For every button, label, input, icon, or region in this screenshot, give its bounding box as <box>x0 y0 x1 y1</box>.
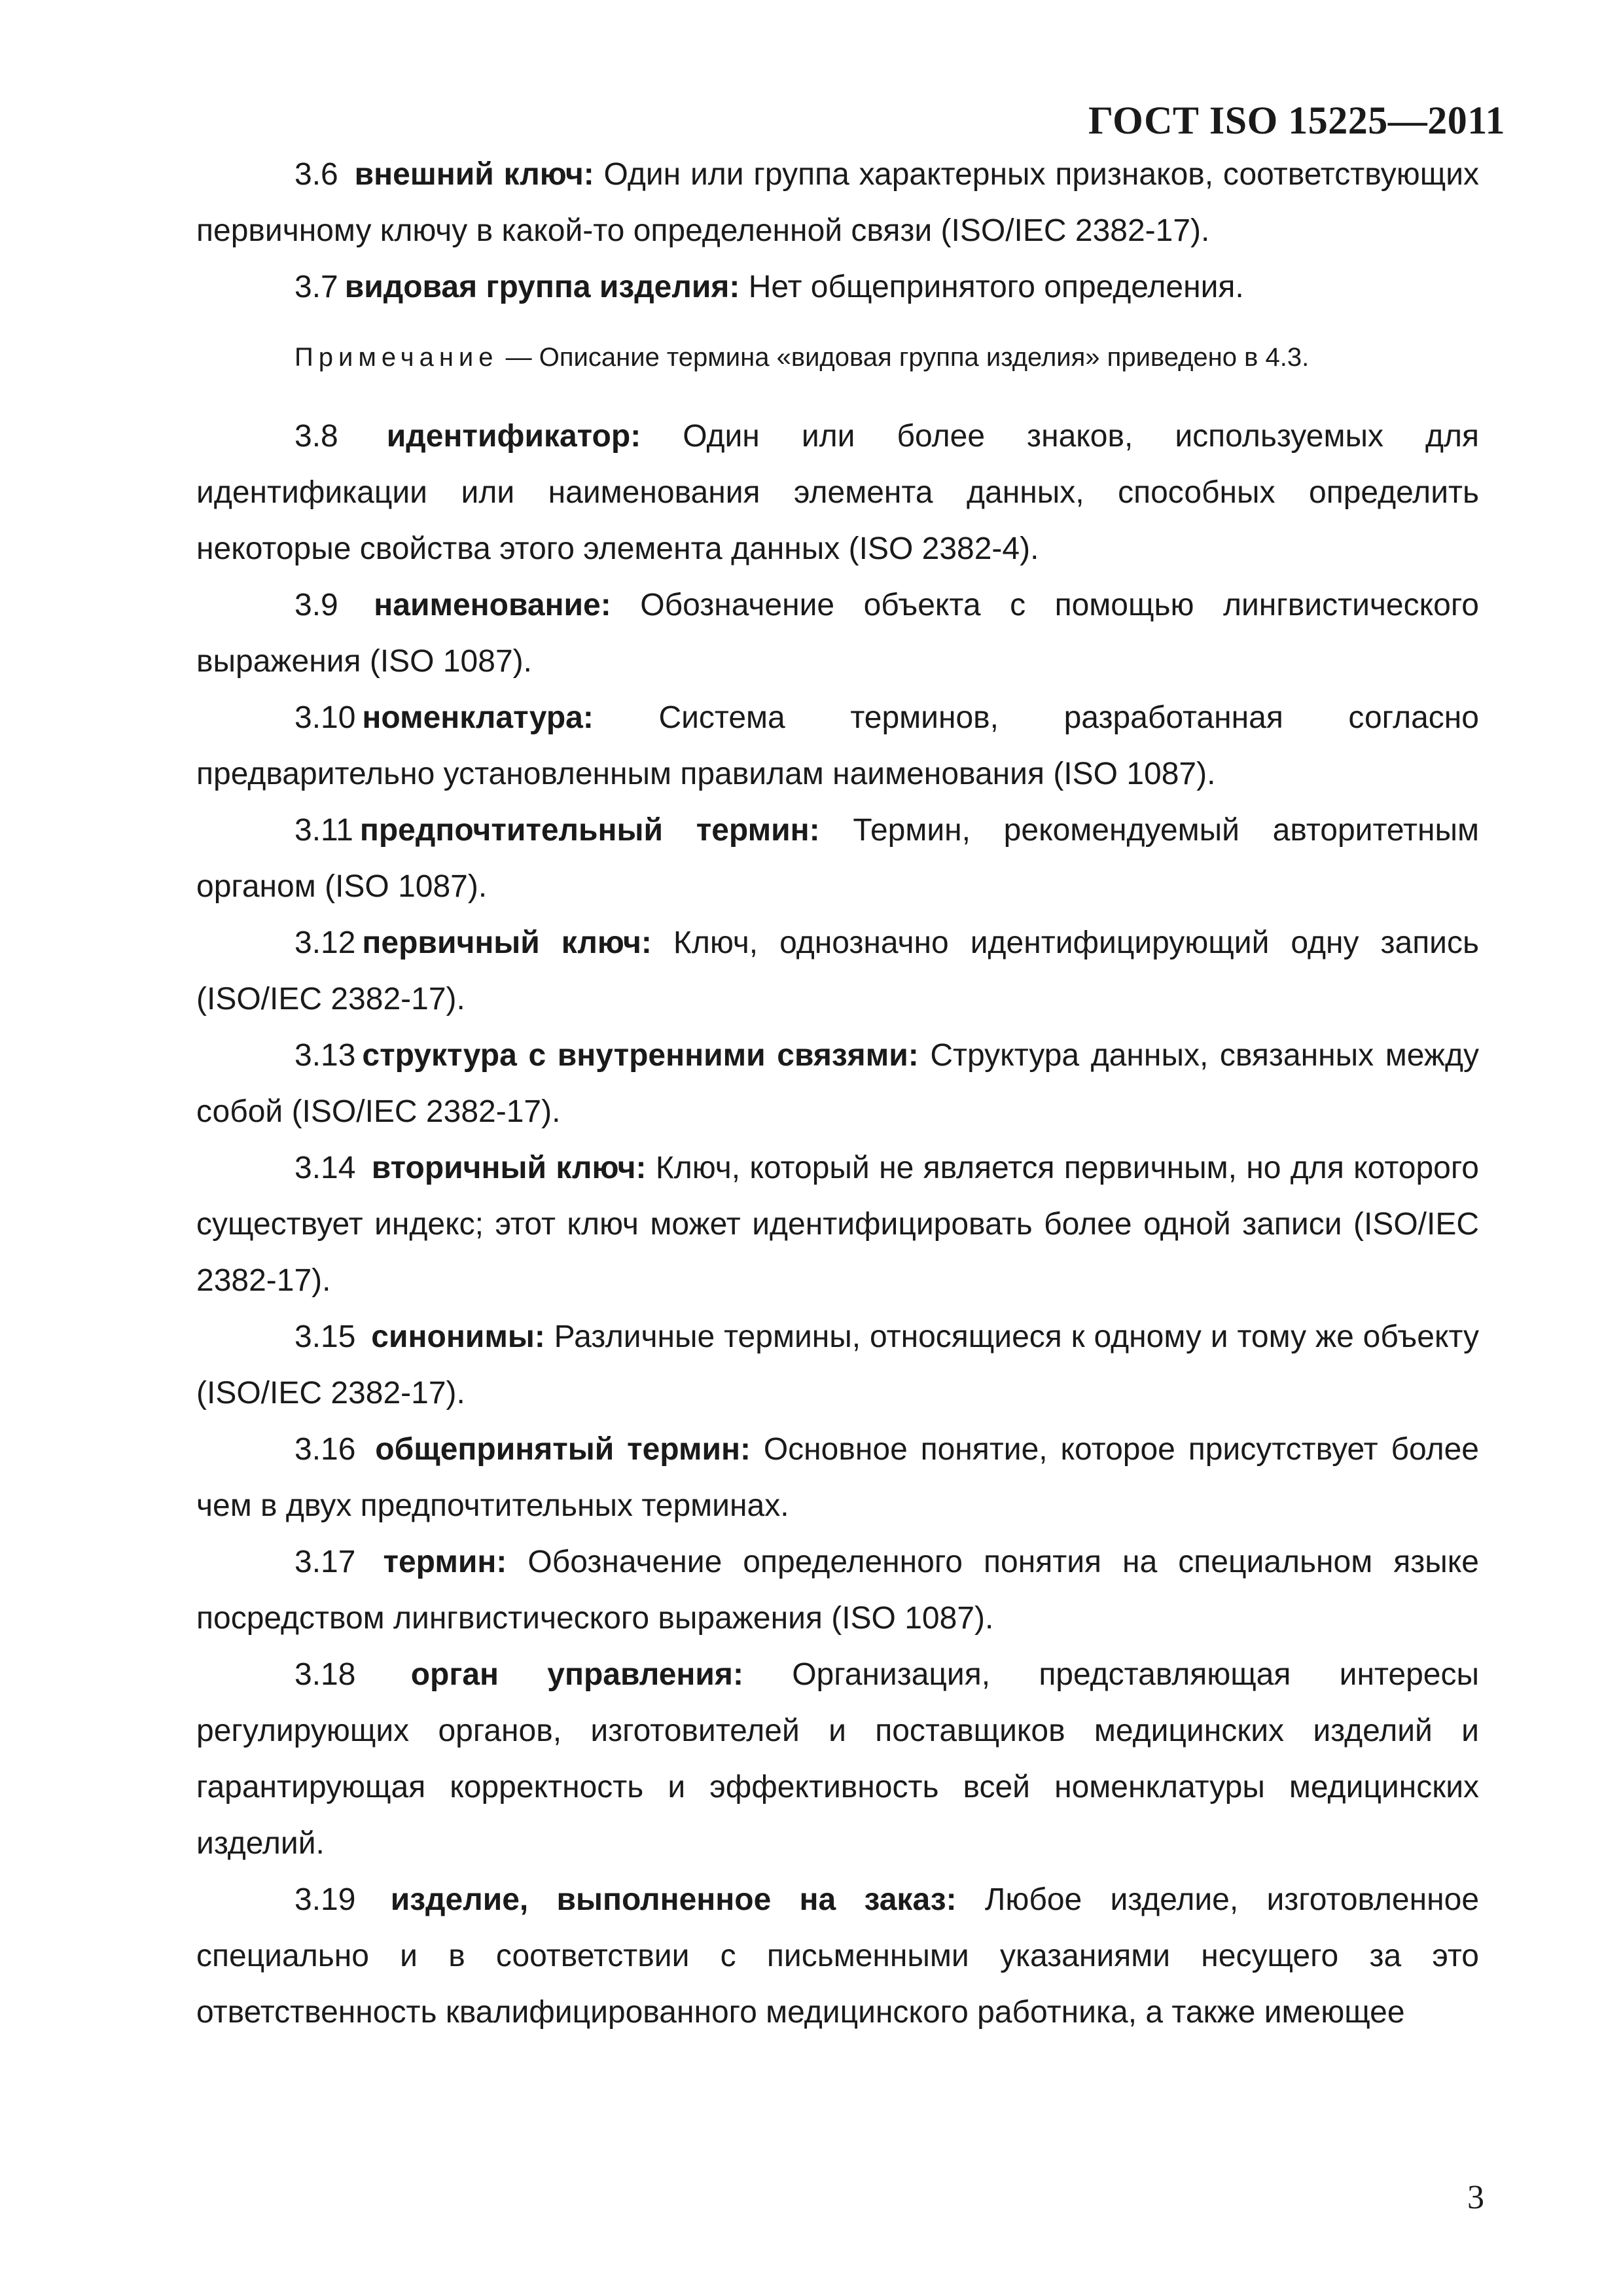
term-definition: Нет общепринятого определения. <box>748 270 1244 304</box>
term-3-13 <box>196 1028 1479 1140</box>
term-definition: Организация, представляющая интересы регулирующих органов, изготовителей и поставщиков медицинских изделий и гарантирующая корректность и эффективность всей номенклатуры медицинских изделий. <box>196 1657 1479 1861</box>
term-definition: Ключ, который не является первичным, но для которого существует индекс; этот ключ может идентифицировать более одной записи (ISO/IEC 2382-17). <box>196 1151 1480 1298</box>
note-label: Примечание <box>294 343 499 372</box>
page-number: 3 <box>1467 2179 1484 2216</box>
term-number: 3.8 <box>294 419 338 454</box>
term-name: номенклатура: <box>362 700 594 735</box>
note-text: — Описание термина «видовая группа изделия» приведено в 4.3. <box>505 343 1310 372</box>
term-number: 3.12 <box>294 925 356 960</box>
term-3-7 <box>196 259 1479 315</box>
term-3-10 <box>196 690 1479 802</box>
term-number: 3.15 <box>294 1319 356 1354</box>
term-name: вторичный ключ: <box>371 1151 647 1185</box>
term-3-16 <box>196 1422 1479 1534</box>
term-number: 3.13 <box>294 1038 356 1073</box>
term-definition: Основное понятие, которое присутствует более чем в двух предпочтительных терминах. <box>196 1432 1479 1523</box>
term-definition: Структура данных, связанных между собой (ISO/IEC 2382-17). <box>196 1038 1480 1129</box>
term-name: внешний ключ: <box>354 157 594 192</box>
term-name: термин: <box>383 1545 507 1579</box>
term-3-11 <box>196 802 1479 915</box>
term-3-18 <box>196 1647 1479 1872</box>
term-number: 3.6 <box>294 157 338 192</box>
term-definition: Система терминов, разработанная согласно предварительно установленным правилам наименования (ISO 1087). <box>196 700 1479 791</box>
term-3-19 <box>196 1872 1479 2041</box>
term-name: изделие, выполненное на заказ: <box>390 1882 957 1917</box>
term-name: предпочтительный термин: <box>359 813 820 848</box>
term-definition: Ключ, однозначно идентифицирующий одну запись (ISO/IEC 2382-17). <box>196 925 1480 1016</box>
term-name: первичный ключ: <box>362 925 652 960</box>
document-body <box>196 147 1479 2041</box>
term-name: структура с внутренними связями: <box>362 1038 919 1073</box>
document-code-header: ГОСТ ISO 15225—2011 <box>1088 99 1505 142</box>
term-number: 3.19 <box>294 1882 356 1917</box>
term-3-17 <box>196 1534 1479 1647</box>
term-3-14 <box>196 1140 1479 1309</box>
term-name: наименование: <box>374 588 611 622</box>
term-name: орган управления: <box>410 1657 743 1692</box>
term-3-9 <box>196 577 1479 690</box>
term-number: 3.7 <box>294 270 338 304</box>
term-3-15 <box>196 1309 1479 1422</box>
term-definition: Различные термины, относящиеся к одному и тому же объекту (ISO/IEC 2382-17). <box>196 1319 1480 1410</box>
term-definition: Обозначение определенного понятия на специальном языке посредством лингвистического выражения (ISO 1087). <box>196 1545 1479 1636</box>
term-definition: Любое изделие, изготовленное специально и в соответствии с письменными указаниями несущего за это ответственность квалифицированного медицинского работника, а также имеющее <box>196 1882 1480 2030</box>
note <box>196 338 1479 377</box>
term-number: 3.10 <box>294 700 356 735</box>
term-number: 3.18 <box>294 1657 356 1692</box>
term-number: 3.11 <box>294 813 353 848</box>
term-number: 3.17 <box>294 1545 356 1579</box>
term-number: 3.16 <box>294 1432 356 1467</box>
term-number: 3.9 <box>294 588 338 622</box>
term-name: идентификатор: <box>386 419 641 454</box>
term-definition: Один или более знаков, используемых для идентификации или наименования элемента данных, способных определить некоторые свойства этого элемента данных (ISO 2382-4). <box>196 419 1479 566</box>
term-3-8 <box>196 408 1479 577</box>
term-definition: Обозначение объекта с помощью лингвистического выражения (ISO 1087). <box>196 588 1479 679</box>
term-definition: Термин, рекомендуемый авторитетным органом (ISO 1087). <box>196 813 1479 904</box>
term-name: синонимы: <box>371 1319 545 1354</box>
term-definition: Один или группа характерных признаков, соответствующих первичному ключу в какой-то определенной связи (ISO/IEC 2382-17). <box>196 157 1480 248</box>
term-name: общепринятый термин: <box>375 1432 751 1467</box>
term-name: видовая группа изделия: <box>344 270 740 304</box>
term-number: 3.14 <box>294 1151 356 1185</box>
term-3-6 <box>196 147 1479 259</box>
term-3-12 <box>196 915 1479 1028</box>
